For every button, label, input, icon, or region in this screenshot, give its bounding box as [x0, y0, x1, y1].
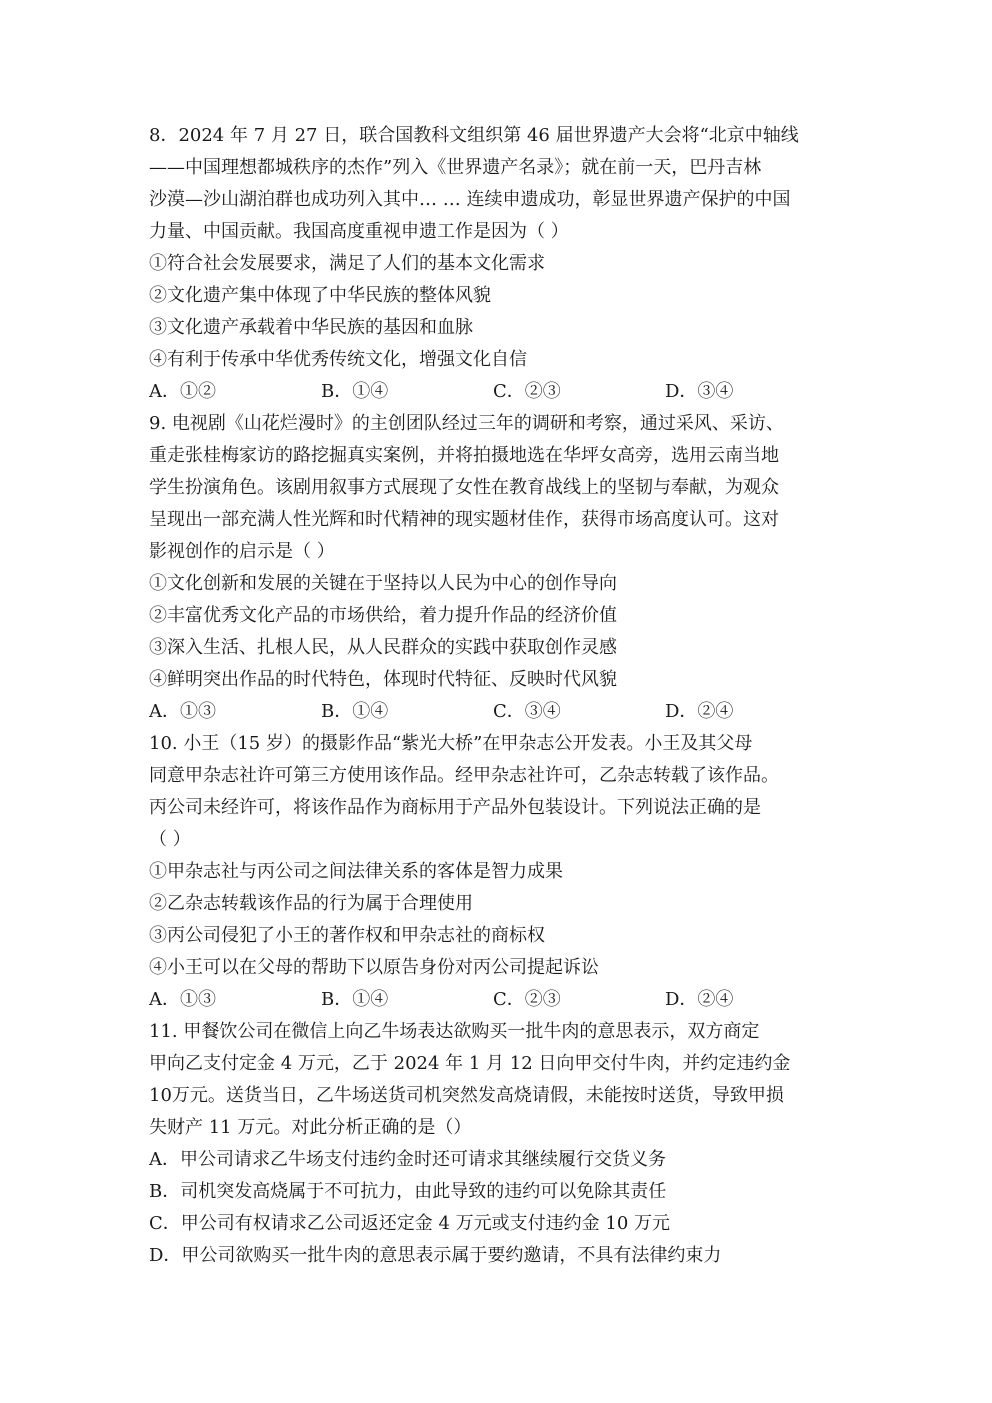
answer-options	[149, 984, 849, 1016]
option-d: D．③④	[665, 381, 734, 402]
option-b: B．①④	[321, 701, 389, 722]
statement-2: ②丰富优秀文化产品的市场供给，着力提升作品的经济价值	[149, 605, 617, 626]
statement-3: ③丙公司侵犯了小王的著作权和甲杂志社的商标权	[149, 925, 545, 946]
statement-1: ①甲杂志社与丙公司之间法律关系的客体是智力成果	[149, 861, 563, 882]
statement-4: ④有利于传承中华优秀传统文化，增强文化自信	[149, 349, 527, 370]
option-a: A．①②	[149, 381, 216, 402]
question-stem-line: ——中国理想都城秩序的杰作”列入《世界遗产名录》；就在前一天，巴丹吉林	[149, 157, 762, 178]
question-stem-line: 失财产 11 万元。对此分析正确的是（）	[149, 1117, 472, 1138]
exam-content	[149, 120, 849, 1272]
question-stem-line: 力量、中国贡献。我国高度重视申遗工作是因为（ ）	[149, 221, 569, 242]
question-stem-line: 11. 甲餐饮公司在微信上向乙牛场表达欲购买一批牛肉的意思表示，双方商定	[149, 1021, 760, 1042]
question-stem-line: 甲向乙支付定金 4 万元，乙于 2024 年 1 月 12 日向甲交付牛肉，并约定违约金	[149, 1053, 791, 1074]
option-b: B．①④	[321, 381, 389, 402]
statement-3: ③文化遗产承载着中华民族的基因和血脉	[149, 317, 473, 338]
statement-4: ④小王可以在父母的帮助下以原告身份对丙公司提起诉讼	[149, 957, 599, 978]
question-stem-line: 同意甲杂志社许可第三方使用该作品。经甲杂志社许可，乙杂志转载了该作品。	[149, 765, 779, 786]
question-stem-line: 呈现出一部充满人性光辉和时代精神的现实题材佳作，获得市场高度认可。这对	[149, 509, 779, 530]
question-stem-line: 丙公司未经许可，将该作品作为商标用于产品外包装设计。下列说法正确的是	[149, 797, 761, 818]
statement-2: ②文化遗产集中体现了中华民族的整体风貌	[149, 285, 491, 306]
question-11	[149, 1016, 849, 1272]
option-c: C．②③	[493, 381, 561, 402]
statement-1: ①符合社会发展要求，满足了人们的基本文化需求	[149, 253, 545, 274]
option-b: B．①④	[321, 989, 389, 1010]
question-stem-line: 影视创作的启示是（ ）	[149, 541, 335, 562]
statement-3: ③深入生活、扎根人民，从人民群众的实践中获取创作灵感	[149, 637, 617, 658]
question-stem-line: 10. 小王（15 岁）的摄影作品“紫光大桥”在甲杂志公开发表。小王及其父母	[149, 733, 753, 754]
option-c: C．③④	[493, 701, 561, 722]
question-stem-line: 8．2024 年 7 月 27 日，联合国教科文组织第 46 届世界遗产大会将“北京中轴线	[149, 125, 799, 146]
statement-1: ①文化创新和发展的关键在于坚持以人民为中心的创作导向	[149, 573, 617, 594]
question-stem-line: （ ）	[149, 829, 191, 850]
choice-a: A．甲公司请求乙牛场支付违约金时还可请求其继续履行交货义务	[149, 1149, 666, 1170]
question-stem-line: 9. 电视剧《山花烂漫时》的主创团队经过三年的调研和考察，通过采风、采访、	[149, 413, 784, 434]
statement-2: ②乙杂志转载该作品的行为属于合理使用	[149, 893, 473, 914]
answer-options	[149, 696, 849, 728]
question-stem-line: 10万元。送货当日，乙牛场送货司机突然发高烧请假，未能按时送货，导致甲损	[149, 1085, 784, 1106]
option-a: A．①③	[149, 989, 216, 1010]
question-stem-line: 学生扮演角色。该剧用叙事方式展现了女性在教育战线上的坚韧与奉献，为观众	[149, 477, 779, 498]
question-10	[149, 728, 849, 1016]
choice-c: C．甲公司有权请求乙公司返还定金 4 万元或支付违约金 10 万元	[149, 1213, 671, 1234]
question-8	[149, 120, 849, 408]
option-d: D．②④	[665, 701, 734, 722]
choice-d: D．甲公司欲购买一批牛肉的意思表示属于要约邀请，不具有法律约束力	[149, 1245, 722, 1266]
statement-4: ④鲜明突出作品的时代特色，体现时代特征、反映时代风貌	[149, 669, 617, 690]
question-stem-line: 沙漠—沙山湖泊群也成功列入其中… … 连续申遗成功，彰显世界遗产保护的中国	[149, 189, 791, 210]
question-stem-line: 重走张桂梅家访的路挖掘真实案例，并将拍摄地选在华坪女高旁，选用云南当地	[149, 445, 779, 466]
option-d: D．②④	[665, 989, 734, 1010]
answer-options	[149, 376, 849, 408]
question-9	[149, 408, 849, 728]
option-c: C．②③	[493, 989, 561, 1010]
choice-b: B．司机突发高烧属于不可抗力，由此导致的违约可以免除其责任	[149, 1181, 667, 1202]
option-a: A．①③	[149, 701, 216, 722]
